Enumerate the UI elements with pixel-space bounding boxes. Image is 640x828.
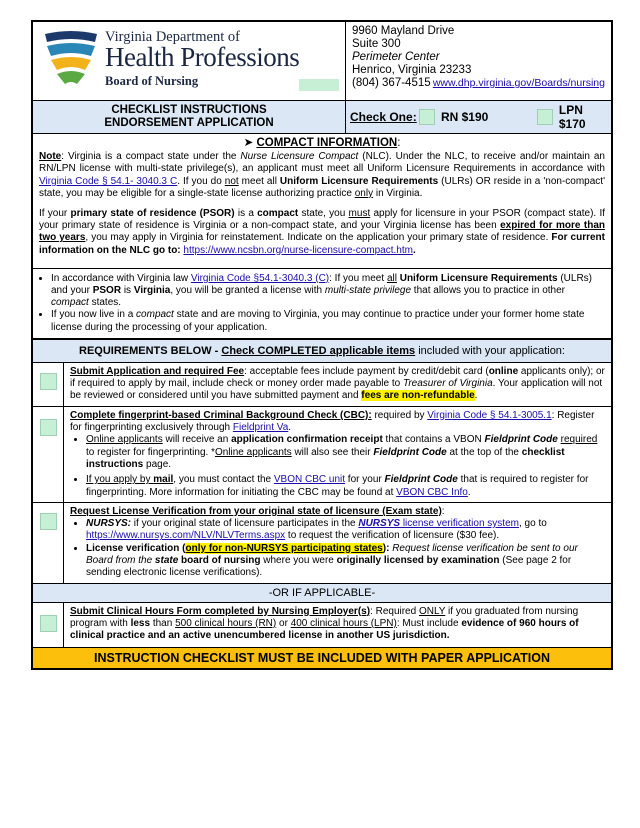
board-website-link[interactable]: www.dhp.virginia.gov/Boards/nursing [432, 77, 605, 89]
address-block [346, 22, 611, 100]
application-fee-checkbox[interactable] [40, 373, 57, 390]
cbc-mail-bullet: • If you apply by mail, you must contact the VBON CBC unit for your Fieldprint Code that is required to register for fingerprinting. More information for initiating the CBC may be found at VBON CBC Info. [86, 474, 605, 499]
compact-heading-row: ➤ COMPACT INFORMATION: [243, 137, 401, 149]
ncsbn-compact-link[interactable]: https://www.ncsbn.org/nurse-licensure-compact.htm [183, 244, 413, 256]
address-phone: (804) 367-4515 [352, 77, 431, 89]
bullet-multistate: • In accordance with Virginia law Virginia Code §54.1-3040.3 (C): If you meet all Uniform Licensure Requirements (ULRs) and your PSOR is Virginia, you will be granted a license with multi-state privilege that allows you to practice in other compact states. [51, 273, 605, 310]
verification-bullet: • License verification (only for non-NURSYS participating states): Request license verification be sent to our Board from the state board of nursing where you were originally licensed by examination (See page 2 for sending electronic license verifications). [86, 543, 605, 580]
logo-line3: Board of Nursing [105, 74, 199, 88]
dhp-logo [33, 22, 346, 100]
requirement-clinical-hours: Submit Clinical Hours Form completed by Nursing Employer(s): Required ONLY if you graduated from nursing program with less than 500 clinical hours (RN) or 400 clinical hours (LPN): Must include evidence of 960 hours of clinical practice and an active unencumbered license in another US jurisdiction. [33, 603, 611, 649]
background-check-checkbox[interactable] [40, 419, 57, 436]
requirements-header: REQUIREMENTS BELOW - Check COMPLETED applicable items included with your application: [33, 339, 611, 363]
logo-line1: Virginia Department of [105, 29, 240, 45]
requirement-license-verification: Request License Verification from your original state of licensure (Exam state): • NURSYS: if your original state of licensure participates in the NURSYS license verification system, go to https://www.nursys.com/NLV/NLVTerms.aspx to request the verification of licensure ($30 fee). • License verification (only for non-NURSYS participating states): Request license verification be sent to our Board from the state board of nursing where you were originally licensed by examination (See page 2 for sending electronic license verifications). [33, 503, 611, 584]
or-if-applicable: -OR IF APPLICABLE- [33, 584, 611, 603]
virginia-code-c-link[interactable]: Virginia Code §54.1-3040.3 (C) [190, 272, 330, 284]
compact-heading: COMPACT INFORMATION [256, 137, 398, 149]
compact-paragraph-1: Note: Virginia is a compact state under the Nurse Licensure Compact (NLC). Under the NLC, to receive and/or maintain an RN/LPN license with multi-state privilege(s), an applicant must meet all Uniform Licensure Requirements in accordance with Virginia Code § 54.1- 3040.3 C. If you do not meet all Uniform Licensure Requirements (ULRs) OR reside in a 'non-compact' state, you may be eligible for a single-state license authorizing practice only in Virginia. [39, 151, 605, 199]
address-city: Henrico, Virginia 23233 [352, 64, 472, 76]
nursys-url-link[interactable]: https://www.nursys.com/NLV/NLVTerms.aspx [86, 530, 286, 542]
nursys-link[interactable]: NURSYS license verification system [358, 518, 519, 530]
lpn-fee-label: LPN $170 [558, 103, 586, 131]
requirement-application-fee: Submit Application and required Fee: acceptable fees include payment by credit/debit card (online applicants only); or if required to apply by mail, include check or money order made payable to Treasurer of Virginia. Your application will not be reviewed or considered until you have submitted payment and fees are non-refundable. [33, 363, 611, 407]
compact-paragraph-2: If your primary state of residence (PSOR) is a compact state, you must apply for licensure in your PSOR (compact state). If your primary state of residence is Virginia or a non-compact state, and your Virginia license has been expired for more than two years, you may apply in Virginia for reinstatement. Indicate on the application your primary state of residence. For current information on the NLC go to: https://www.ncsbn.org/nurse-licensure-compact.htm. [39, 208, 605, 256]
compact-bullets [33, 269, 611, 339]
vbon-cbc-unit-link[interactable]: VBON CBC unit [273, 474, 346, 486]
fieldprint-link[interactable]: Fieldprint Va [232, 422, 289, 434]
lpn-checkbox[interactable] [537, 109, 553, 125]
requirement-background-check: Complete fingerprint-based Criminal Background Check (CBC): required by Virginia Code § 54.1-3005.1: Register for fingerprinting exclusively through Fieldprint Va. • Online applicants will receive an application confirmation receipt that contains a VBON Fieldprint Code required to register for fingerprinting. *Online applicants will also see their Fieldprint Code at the top of the checklist instructions page. • If you apply by mail, you must contact the VBON CBC unit for your Fieldprint Code that is required to register for fingerprinting. More information for initiating the CBC may be found at VBON CBC Info. [33, 407, 611, 503]
checklist-title-line1: CHECKLIST INSTRUCTIONS [111, 104, 267, 116]
address-street: 9960 Mayland Drive [352, 25, 455, 37]
checklist-title [33, 101, 346, 133]
check-one-label: Check One: [350, 110, 417, 124]
non-refundable-highlight: fees are non-refundable [361, 390, 475, 402]
cbc-code-link[interactable]: Virginia Code § 54.1-3005.1 [427, 409, 552, 421]
checklist-title-line2: ENDORSEMENT APPLICATION [104, 117, 274, 129]
rn-fee-label: RN $190 [440, 110, 489, 124]
license-verification-checkbox[interactable] [40, 513, 57, 530]
checklist-header [33, 101, 611, 134]
address-center: Perimeter Center [352, 51, 440, 63]
checklist-form [31, 20, 613, 670]
address-suite: Suite 300 [352, 38, 401, 50]
cbc-online-bullet: • Online applicants will receive an application confirmation receipt that contains a VBON Fieldprint Code required to register for fingerprinting. *Online applicants will also see their Fieldprint Code at the top of the checklist instructions page. [86, 434, 605, 471]
logo-field-box[interactable] [299, 79, 339, 91]
footer-banner: INSTRUCTION CHECKLIST MUST BE INCLUDED WITH PAPER APPLICATION [33, 648, 611, 668]
clinical-hours-checkbox[interactable] [40, 615, 57, 632]
nursys-bullet: • NURSYS: if your original state of licensure participates in the NURSYS license verification system, go to https://www.nursys.com/NLV/NLVTerms.aspx to request the verification of licensure ($30 fee). [86, 518, 605, 543]
logo-icon [41, 28, 101, 88]
bullet-moving: • If you now live in a compact state and are moving to Virginia, you may continue to practice under your former home state license during the processing of your application. [51, 309, 605, 333]
license-type-selector [346, 101, 611, 133]
header [33, 22, 611, 101]
non-nursys-highlight: only for non-NURSYS participating states [185, 542, 383, 554]
virginia-code-link[interactable]: Virginia Code § 54.1- 3040.3 C [39, 175, 178, 187]
rn-checkbox[interactable] [419, 109, 435, 125]
compact-information [33, 134, 611, 269]
vbon-cbc-info-link[interactable]: VBON CBC Info [396, 486, 468, 498]
logo-line2: Health Professions [105, 42, 300, 72]
